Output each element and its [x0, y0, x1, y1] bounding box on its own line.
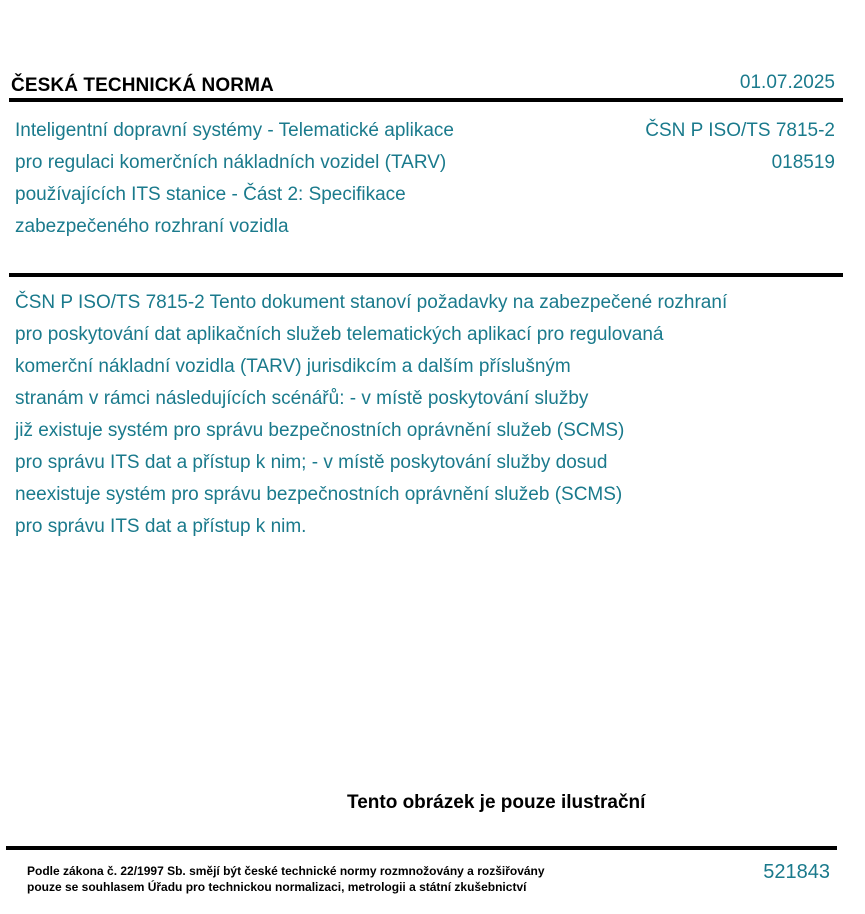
illustration-note: Tento obrázek je pouze ilustrační	[347, 792, 646, 813]
footer-document-number: 521843	[763, 861, 830, 883]
document-header-title: ČESKÁ TECHNICKÁ NORMA	[11, 75, 274, 96]
section-divider	[9, 273, 843, 277]
description-line: ČSN P ISO/TS 7815-2 Tento dokument stanoví požadavky na zabezpečené rozhraní	[15, 292, 728, 313]
standard-identifiers	[645, 115, 835, 179]
legal-line: Podle zákona č. 22/1997 Sb. smějí být české technické normy rozmnožovány a rozšiřovány	[27, 864, 545, 878]
description-line: pro správu ITS dat a přístup k nim.	[15, 516, 307, 537]
standard-title-line: zabezpečeného rozhraní vozidla	[15, 216, 289, 237]
standard-title-line: používajících ITS stanice - Část 2: Specifikace	[15, 184, 406, 205]
standard-title	[15, 115, 535, 243]
publication-date: 01.07.2025	[739, 72, 835, 93]
standard-description	[15, 287, 835, 543]
description-line: pro poskytování dat aplikačních služeb telematických aplikací pro regulovaná	[15, 324, 664, 345]
description-line: již existuje systém pro správu bezpečnostních oprávnění služeb (SCMS)	[15, 420, 625, 441]
standard-code: ČSN P ISO/TS 7815-2	[645, 120, 835, 141]
legal-line: pouze se souhlasem Úřadu pro technickou normalizaci, metrologii a státní zkušebnictví	[27, 880, 527, 894]
catalog-number: 018519	[771, 152, 835, 173]
header-divider	[9, 98, 843, 102]
description-line: stranám v rámci následujících scénářů: - v místě poskytování služby	[15, 388, 589, 409]
footer-legal-notice	[27, 863, 545, 895]
description-line: neexistuje systém pro správu bezpečnostních oprávnění služeb (SCMS)	[15, 484, 623, 505]
description-line: komerční nákladní vozidla (TARV) jurisdikcím a dalším příslušným	[15, 356, 571, 377]
footer-divider	[6, 846, 837, 850]
description-line: pro správu ITS dat a přístup k nim; - v místě poskytování služby dosud	[15, 452, 608, 473]
standard-title-line: Inteligentní dopravní systémy - Telematické aplikace	[15, 120, 454, 141]
standard-title-line: pro regulaci komerčních nákladních vozidel (TARV)	[15, 152, 447, 173]
